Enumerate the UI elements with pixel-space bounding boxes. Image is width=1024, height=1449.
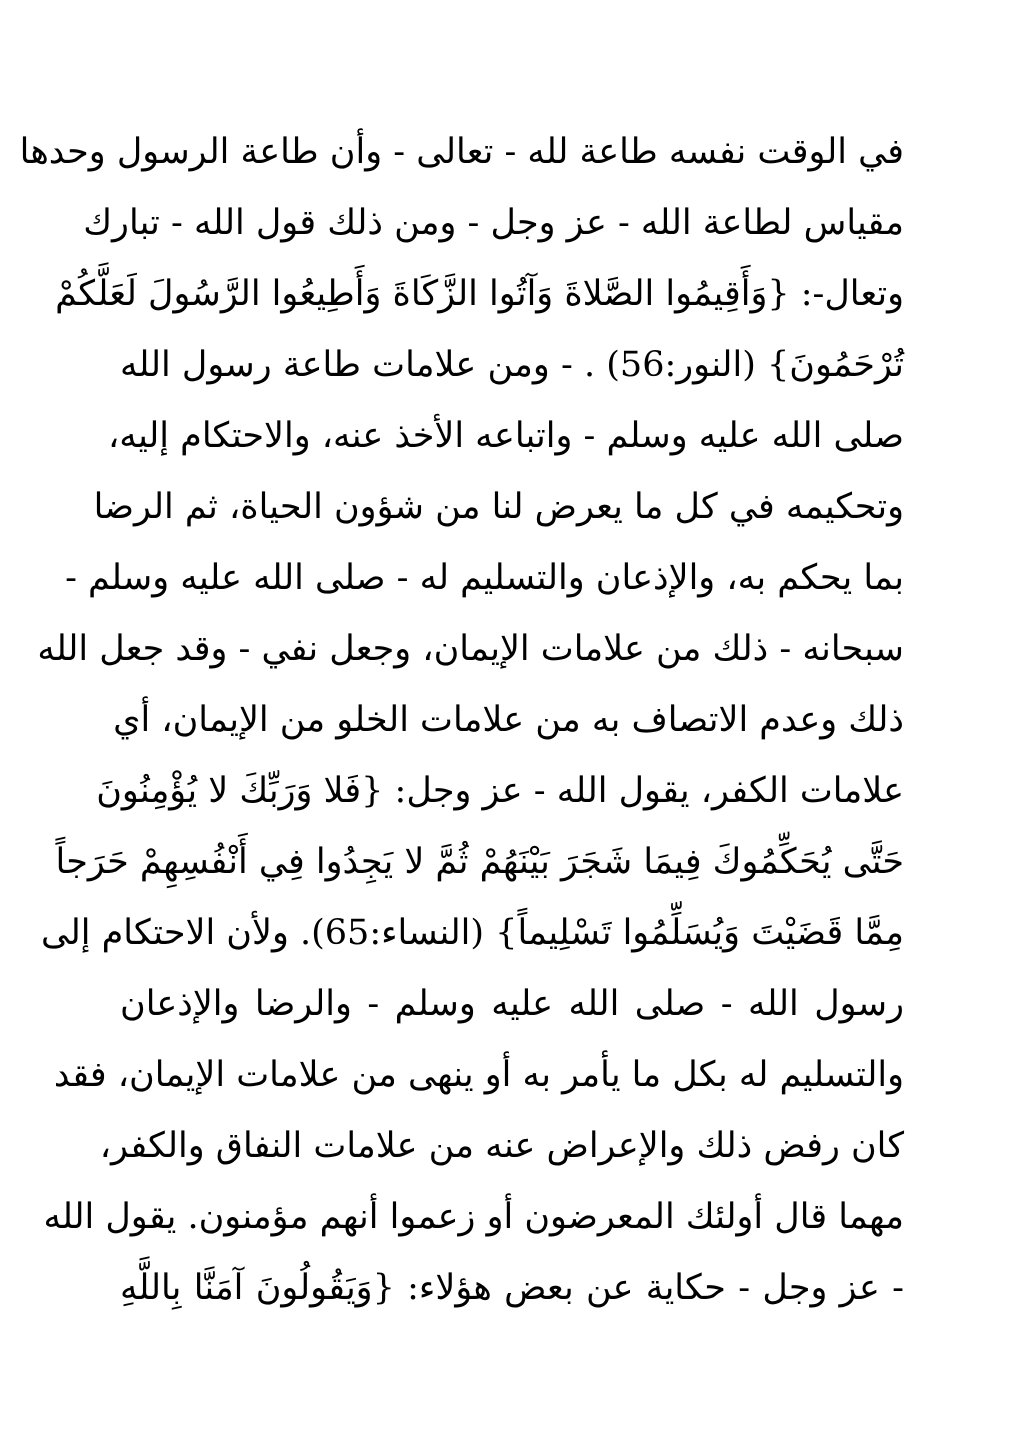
text-line: مهما قال أولئك المعرضون أو زعموا أنهم مؤمنون. يقول الله (43, 1197, 904, 1237)
text-line: مقياس لطاعة الله - عز وجل - ومن ذلك قول الله - تبارك (83, 203, 904, 243)
text-line: تُرْحَمُونَ} (النور:56) . - ومن علامات طاعة رسول الله (120, 345, 904, 385)
text-line: كان رفض ذلك والإعراض عنه من علامات النفاق والكفر، (99, 1126, 904, 1166)
text-line: ذلك وعدم الاتصاف به من علامات الخلو من الإيمان، أي (113, 700, 904, 740)
text-line: - عز وجل - حكاية عن بعض هؤلاء: {وَيَقُولُونَ آمَنَّا بِاللَّهِ (120, 1268, 904, 1308)
text-line: علامات الكفر، يقول الله - عز وجل: {فَلا وَرَبِّكَ لا يُؤْمِنُونَ (96, 771, 904, 811)
text-line: حَتَّى يُحَكِّمُوكَ فِيمَا شَجَرَ بَيْنَهُمْ ثُمَّ لا يَجِدُوا فِي أَنْفُسِهِمْ حَرَجاً (55, 842, 904, 882)
text-line: بما يحكم به، والإذعان والتسليم له - صلى الله عليه وسلم - (65, 558, 904, 598)
text-line: وتعال-: {وَأَقِيمُوا الصَّلاةَ وَآتُوا الزَّكَاةَ وَأَطِيعُوا الرَّسُولَ لَعَلَّكُمْ (55, 274, 904, 314)
text-line: في الوقت نفسه طاعة لله - تعالى - وأن طاعة الرسول وحدها (19, 132, 904, 172)
text-line: صلى الله عليه وسلم - واتباعه الأخذ عنه، والاحتكام إليه، (108, 416, 904, 456)
text-line: رسول الله - صلى الله عليه وسلم - والرضا والإذعان (120, 984, 904, 1024)
text-line: وتحكيمه في كل ما يعرض لنا من شؤون الحياة، ثم الرضا (93, 487, 904, 527)
text-line: سبحانه - ذلك من علامات الإيمان، وجعل نفي - وقد جعل الله (37, 629, 904, 669)
text-line: والتسليم له بكل ما يأمر به أو ينهى من علامات الإيمان، فقد (53, 1055, 904, 1095)
body-text (19, 117, 904, 1324)
text-line: مِمَّا قَضَيْتَ وَيُسَلِّمُوا تَسْلِيماً} (النساء:65). ولأن الاحتكام إلى (40, 913, 904, 953)
